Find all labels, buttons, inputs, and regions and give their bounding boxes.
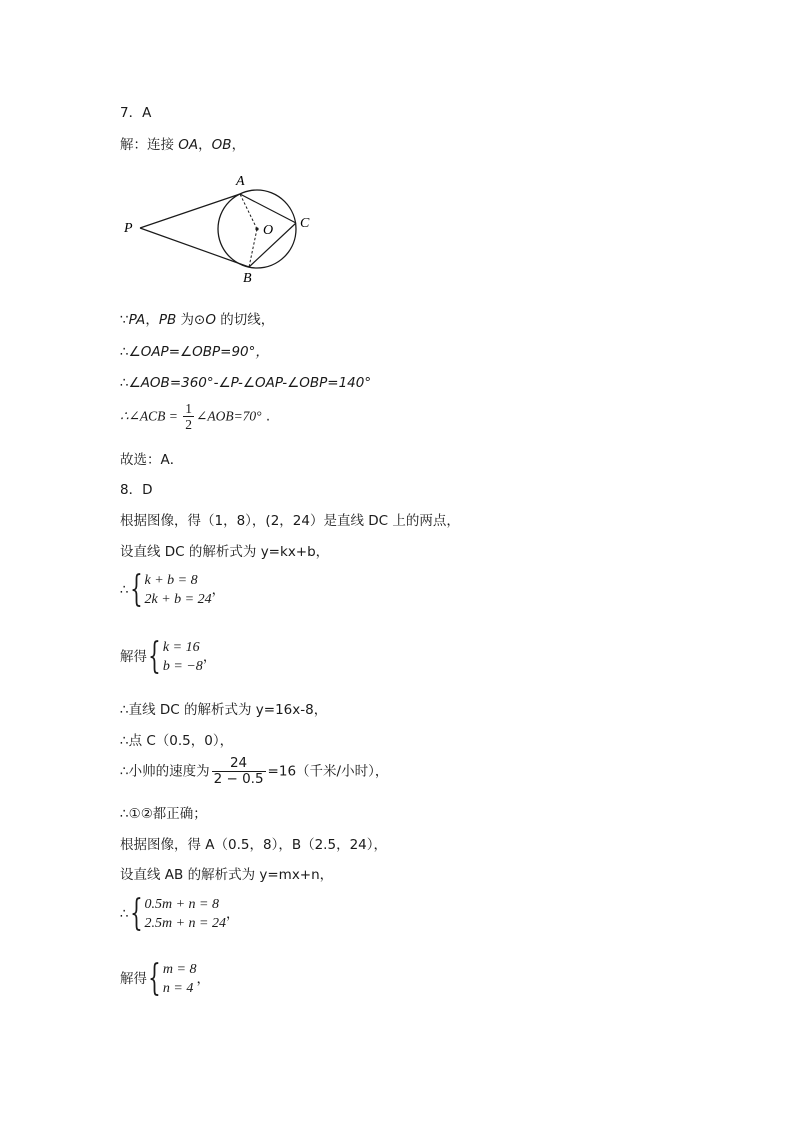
label-c: C — [300, 216, 310, 231]
q8-line3: ∴直线 DC 的解析式为 y=16x-8， — [120, 702, 328, 718]
q8-speed: ∴小帅的速度为 $\frac{24}{2 - 0.5}$ =16（千米/小时）， — [120, 755, 389, 787]
q7-answer: 故选：A． — [120, 452, 184, 468]
q8-line4: ∴点 C（0.5，0）， — [120, 733, 234, 749]
q8-line6: 根据图像，得 A（0.5，8），B（2.5，24）， — [120, 837, 387, 853]
q8-header: 8．D — [120, 482, 153, 498]
q8-system1: ∴ { k + b = 8 2k + b = 24 ， — [120, 569, 226, 610]
chord-ac — [240, 194, 296, 223]
tangent-pa — [140, 194, 240, 228]
fraction-speed: $\frac{24}{2 - 0.5}$ — [213, 755, 264, 787]
q7-right-angles: ∴∠OAP=∠OBP=90°， — [120, 344, 269, 360]
q8-line7: 设直线 AB 的解析式为 y=mx+n， — [120, 867, 334, 883]
fraction-half: $\frac{1}{2}$ — [185, 401, 193, 432]
tangent-pb — [140, 228, 249, 267]
q7-tangent-line: ∵PA，PB 为⊙O 的切线， — [120, 312, 275, 328]
q8-solution1: 解得 { k = 16 b = −8 ， — [120, 636, 217, 677]
q8-line2: 设直线 DC 的解析式为 y=kx+b， — [120, 544, 330, 560]
q8-line5: ∴①②都正确； — [120, 806, 207, 822]
q7-angle-acb: ∴∠ACB = $\frac{1}{2}$ ∠AOB=70° . — [120, 401, 271, 432]
q7-angle-aob: ∴∠AOB=360°-∠P-∠OAP-∠OBP=140° — [120, 375, 372, 391]
label-a: A — [236, 174, 245, 189]
q8-system2: ∴ { 0.5m + n = 8 2.5m + n = 24 ， — [120, 893, 240, 934]
brace-icon: { — [129, 569, 143, 610]
label-b: B — [243, 271, 252, 286]
q8-solution2: 解得 { m = 8 n = 4 ， — [120, 958, 210, 999]
brace-icon: { — [148, 636, 161, 677]
q7-intro: 解：连接 OA，OB， — [120, 137, 246, 153]
center-dot — [255, 227, 258, 230]
brace-icon: { — [148, 958, 161, 999]
label-o: O — [263, 223, 274, 238]
brace-icon: { — [129, 893, 143, 934]
q7-header: 7．A — [120, 105, 152, 121]
q8-line1: 根据图像，得（1，8），(2，24）是直线 DC 上的两点， — [120, 513, 460, 529]
geometry-figure — [110, 168, 330, 293]
radius-oa — [240, 194, 257, 229]
label-p: P — [124, 221, 133, 236]
